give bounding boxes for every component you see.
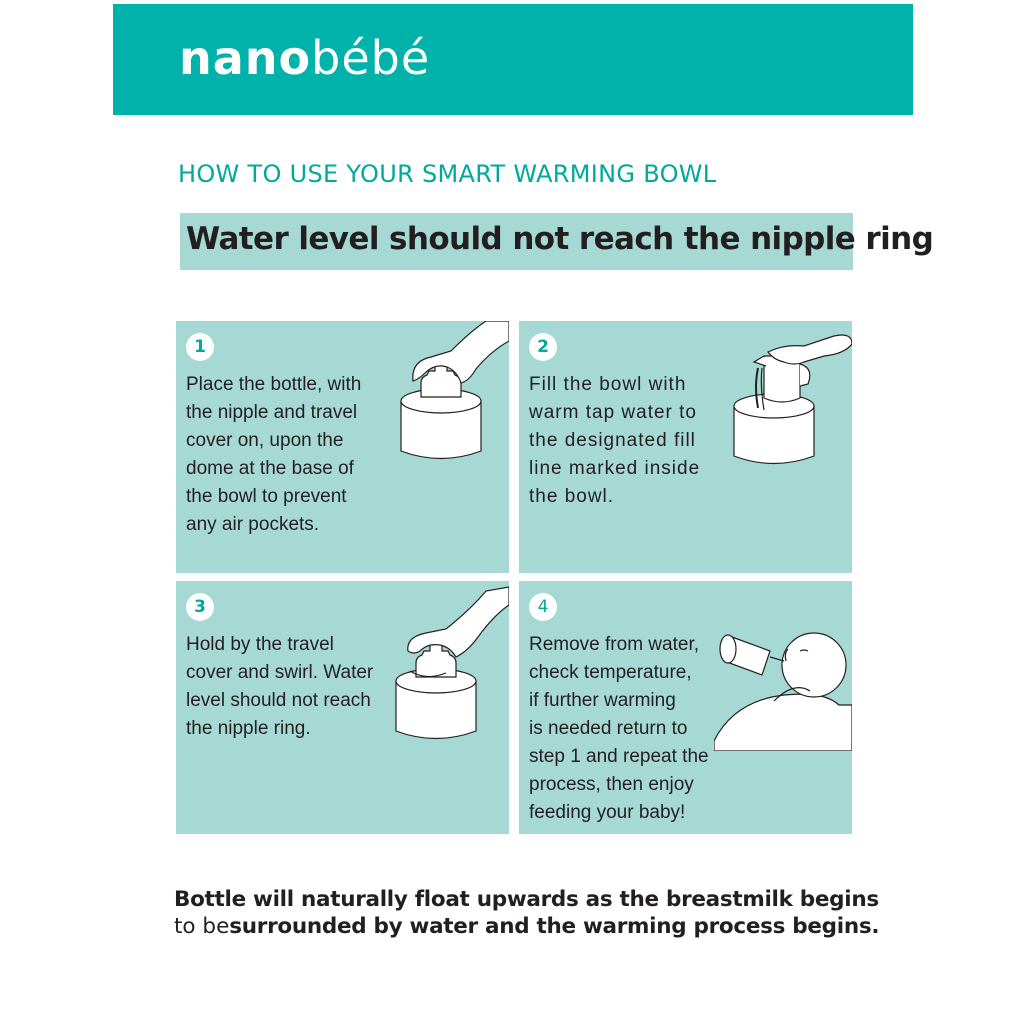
warning-banner-text: Water level should not reach the nipple ring bbox=[186, 221, 934, 257]
step-panel-1 bbox=[176, 321, 509, 573]
step-number-3: 3 bbox=[186, 593, 214, 621]
step-text-1 bbox=[186, 371, 361, 539]
step-4-line: feeding your baby! bbox=[529, 802, 686, 823]
step-1-line: the bowl to prevent bbox=[186, 486, 347, 507]
baby-drinking-bottle-icon bbox=[714, 621, 852, 751]
footer-note bbox=[174, 886, 880, 940]
step-panel-4 bbox=[519, 581, 852, 834]
step-1-line: the nipple and travel bbox=[186, 402, 358, 423]
hand-swirling-bottle-icon bbox=[386, 581, 509, 751]
step-2-line: warm tap water to bbox=[529, 402, 697, 423]
step-1-line: cover on, upon the bbox=[186, 430, 344, 451]
step-number-4: 4 bbox=[529, 593, 557, 621]
hand-placing-bottle-icon bbox=[391, 321, 509, 471]
brand-logo-part2: bébé bbox=[311, 31, 431, 85]
brand-logo bbox=[179, 28, 430, 88]
step-text-3 bbox=[186, 631, 373, 743]
page-subtitle: HOW TO USE YOUR SMART WARMING BOWL bbox=[178, 160, 717, 188]
step-4-line: is needed return to bbox=[529, 718, 688, 739]
step-panel-3 bbox=[176, 581, 509, 834]
step-4-line: step 1 and repeat the bbox=[529, 746, 709, 767]
step-4-line: if further warming bbox=[529, 690, 676, 711]
hand-pouring-water-icon bbox=[724, 326, 852, 476]
footer-line-2-normal: to be bbox=[174, 914, 230, 939]
footer-line-1: Bottle will naturally float upwards as the breastmilk begins bbox=[174, 887, 879, 912]
brand-header bbox=[113, 4, 913, 115]
step-4-line: process, then enjoy bbox=[529, 774, 694, 795]
step-2-line: line marked inside bbox=[529, 458, 701, 479]
footer-line-2-bold: surrounded by water and the warming process begins. bbox=[229, 914, 880, 939]
step-panel-2 bbox=[519, 321, 852, 573]
step-2-line: the bowl. bbox=[529, 486, 615, 507]
step-3-line: Hold by the travel bbox=[186, 634, 334, 655]
step-1-line: dome at the base of bbox=[186, 458, 354, 479]
step-text-2 bbox=[529, 371, 700, 511]
step-1-line: any air pockets. bbox=[186, 514, 320, 535]
footer-line-2 bbox=[174, 913, 880, 940]
step-1-line: Place the bottle, with bbox=[186, 374, 362, 395]
step-text-4 bbox=[529, 631, 709, 827]
step-number-1: 1 bbox=[186, 333, 214, 361]
step-3-line: cover and swirl. Water bbox=[186, 662, 374, 683]
warning-banner bbox=[180, 213, 934, 270]
step-4-line: check temperature, bbox=[529, 662, 692, 683]
step-2-line: the designated fill bbox=[529, 430, 696, 451]
step-3-line: level should not reach bbox=[186, 690, 371, 711]
step-3-line: the nipple ring. bbox=[186, 718, 311, 739]
brand-logo-part1: nano bbox=[179, 31, 312, 85]
step-number-2: 2 bbox=[529, 333, 557, 361]
step-4-line: Remove from water, bbox=[529, 634, 699, 655]
step-2-line: Fill the bowl with bbox=[529, 374, 687, 395]
